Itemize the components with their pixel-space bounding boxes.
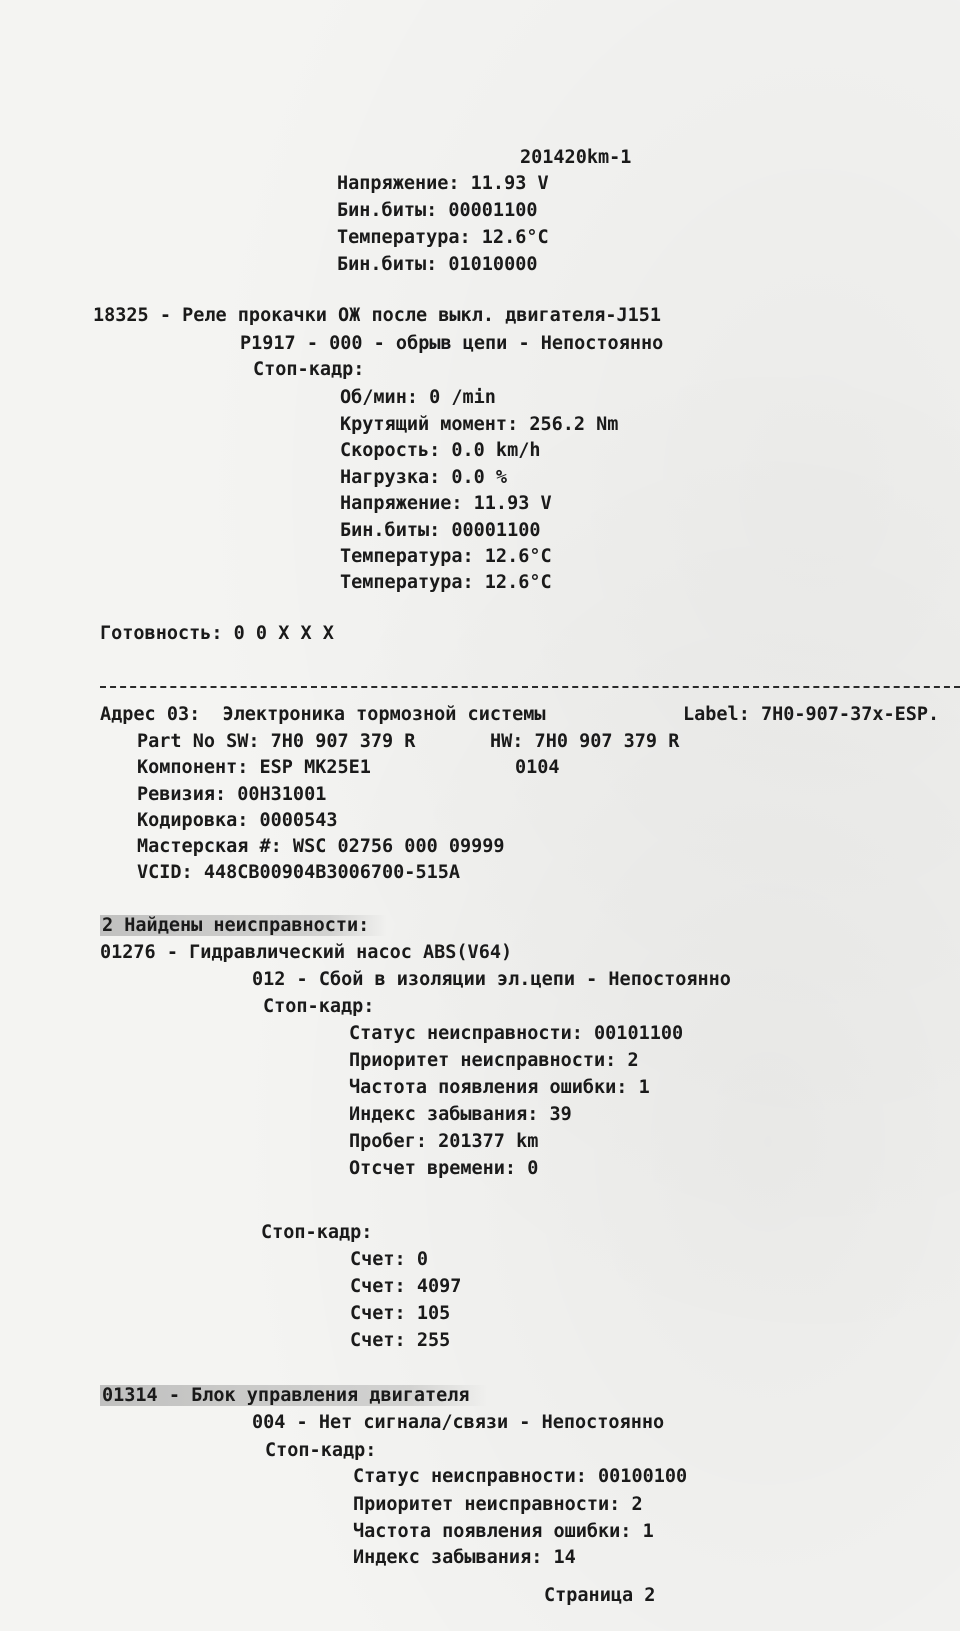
fault-title-row xyxy=(100,1385,488,1407)
speed-line: Скорость: 0.0 km/h xyxy=(340,440,541,461)
revision-line: Ревизия: 00H31001 xyxy=(137,784,327,805)
vcid-line: VCID: 448CB00904B3006700-515A xyxy=(137,862,461,883)
fault-status-line: Статус неисправности: 00100100 xyxy=(353,1466,688,1487)
fault-code-line: 012 - Сбой в изоляции эл.цепи - Непостоянно xyxy=(252,969,731,990)
part-no-hw: HW: 7H0 907 379 R xyxy=(490,731,680,752)
part-no-sw: Part No SW: 7H0 907 379 R xyxy=(137,731,416,752)
temperature-line: Температура: 12.6°C xyxy=(340,572,552,593)
fault-code-line: P1917 - 000 - обрыв цепи - Непостоянно xyxy=(240,333,664,354)
workshop-line: Мастерская #: WSC 02756 000 09999 xyxy=(137,836,505,857)
count-line: Счет: 255 xyxy=(350,1330,451,1351)
temperature-line: Температура: 12.6°C xyxy=(337,227,549,248)
voltage-line: Напряжение: 11.93 V xyxy=(340,493,552,514)
fault-priority-line: Приоритет неисправности: 2 xyxy=(349,1050,639,1071)
freeze-frame-label: Стоп-кадр: xyxy=(253,359,365,380)
fault-title-18325: 18325 - Реле прокачки ОЖ после выкл. двигателя-J151 xyxy=(93,305,662,326)
rpm-line: Об/мин: 0 /min xyxy=(340,387,496,408)
page-number: Страница 2 xyxy=(544,1585,656,1606)
fault-title-01276: 01276 - Гидравлический насос ABS(V64) xyxy=(100,942,513,963)
count-line: Счет: 4097 xyxy=(350,1276,462,1297)
component-line: Компонент: ESP MK25E1 xyxy=(137,757,371,778)
readiness-line: Готовность: 0 0 X X X xyxy=(100,623,334,644)
mileage-header: 201420km-1 xyxy=(520,147,632,168)
time-count-line: Отсчет времени: 0 xyxy=(349,1158,539,1179)
fault-title-01314: 01314 - Блок управления двигателя xyxy=(100,1385,488,1406)
count-line: Счет: 0 xyxy=(350,1249,428,1270)
binbits-line: Бин.биты: 00001100 xyxy=(340,520,541,541)
faults-found-row xyxy=(100,915,387,937)
fault-code-line: 004 - Нет сигнала/связи - Непостоянно xyxy=(252,1412,665,1433)
dashed-separator xyxy=(100,686,960,688)
fault-status-line: Статус неисправности: 00101100 xyxy=(349,1023,684,1044)
fault-priority-line: Приоритет неисправности: 2 xyxy=(353,1494,643,1515)
mileage-line: Пробег: 201377 km xyxy=(349,1131,539,1152)
load-line: Нагрузка: 0.0 % xyxy=(340,467,508,488)
faults-found-heading: 2 Найдены неисправности: xyxy=(100,915,387,936)
freeze-frame-label: Стоп-кадр: xyxy=(265,1440,377,1461)
address-title: Адрес 03: Электроника тормозной системы xyxy=(100,704,546,725)
fault-frequency-line: Частота появления ошибки: 1 xyxy=(353,1521,654,1542)
binbits-line: Бин.биты: 01010000 xyxy=(337,254,538,275)
forget-index-line: Индекс забывания: 39 xyxy=(349,1104,572,1125)
forget-index-line: Индекс забывания: 14 xyxy=(353,1547,576,1568)
temperature-line: Температура: 12.6°C xyxy=(340,546,552,567)
freeze-frame-label: Стоп-кадр: xyxy=(263,996,375,1017)
fault-frequency-line: Частота появления ошибки: 1 xyxy=(349,1077,650,1098)
binbits-line: Бин.биты: 00001100 xyxy=(337,200,538,221)
torque-line: Крутящий момент: 256.2 Nm xyxy=(340,414,619,435)
voltage-line: Напряжение: 11.93 V xyxy=(337,173,549,194)
count-line: Счет: 105 xyxy=(350,1303,451,1324)
component-code: 0104 xyxy=(515,757,560,778)
address-label: Label: 7H0-907-37x-ESP. xyxy=(683,704,940,725)
freeze-frame-label: Стоп-кадр: xyxy=(261,1222,373,1243)
coding-line: Кодировка: 0000543 xyxy=(137,810,338,831)
